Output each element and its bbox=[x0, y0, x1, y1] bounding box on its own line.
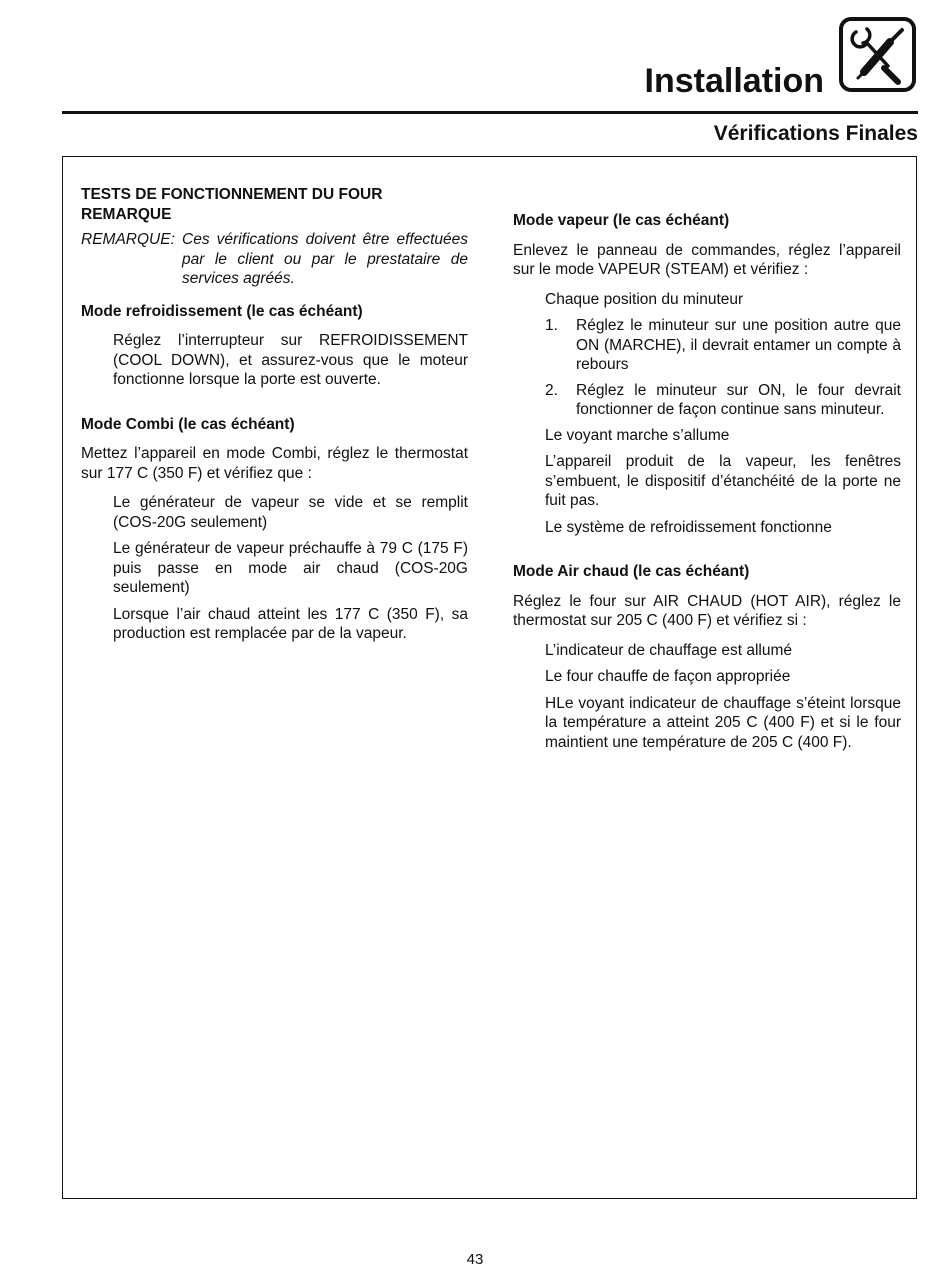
cool-down-text: Réglez l’interrupteur sur REFROIDISSEMENT (COOL DOWN), et assurez-vous que le moteur fonctionne lorsque la porte est ouverte. bbox=[113, 332, 468, 388]
tools-icon bbox=[838, 16, 918, 94]
list-item: L’indicateur de chauffage est allumé bbox=[545, 641, 793, 659]
list-item: Le générateur de vapeur se vide et se remplit (COS-20G seulement) bbox=[113, 494, 468, 531]
numbered-item bbox=[513, 381, 901, 420]
list-item: Le voyant marche s’allume bbox=[545, 426, 730, 444]
item-number: 2. bbox=[545, 381, 558, 399]
list-item: Lorsque l’air chaud atteint les 177 C (350 F), sa production est remplacée par de la vapeur. bbox=[113, 605, 468, 642]
combi-intro: Mettez l’appareil en mode Combi, réglez le thermostat sur 177 C (350 F) et vérifiez que : bbox=[81, 445, 468, 482]
item-text: Réglez le minuteur sur une position autre que ON (MARCHE), il devrait entamer un compte à rebours bbox=[576, 317, 901, 373]
left-column bbox=[81, 185, 468, 651]
timer-label: Chaque position du minuteur bbox=[545, 290, 744, 308]
list-item: HLe voyant indicateur de chauffage s’éteint lorsque la température a atteint 205 C (400 F) et si le four maintient une température de 205 C (400 F). bbox=[545, 694, 901, 751]
header-rule bbox=[62, 111, 918, 114]
list-item: L’appareil produit de la vapeur, les fenêtres s’embuent, le dispositif d’étanchéité de la porte ne fuit pas. bbox=[545, 453, 901, 509]
page-number: 43 bbox=[466, 1251, 484, 1268]
steam-intro: Enlevez le panneau de commandes, réglez l’appareil sur le mode VAPEUR (STEAM) et vérifiez : bbox=[513, 241, 901, 278]
section-title: Vérifications Finales bbox=[713, 122, 918, 145]
numbered-item bbox=[513, 316, 901, 375]
remark-text: Ces vérifications doivent être effectuées par le client ou par le prestataire de services agréés. bbox=[182, 231, 468, 287]
remark-label: REMARQUE: bbox=[81, 231, 175, 248]
item-number: 1. bbox=[545, 317, 558, 334]
remark-note bbox=[81, 230, 468, 289]
right-column bbox=[513, 211, 901, 759]
cool-down-heading: Mode refroidissement (le cas échéant) bbox=[81, 302, 363, 320]
page-title: Installation bbox=[644, 62, 824, 100]
list-item: Le système de refroidissement fonctionne bbox=[545, 518, 832, 536]
combi-heading: Mode Combi (le cas échéant) bbox=[81, 415, 295, 433]
hot-air-intro: Réglez le four sur AIR CHAUD (HOT AIR), réglez le thermostat sur 205 C (400 F) et vérifiez si : bbox=[513, 592, 901, 629]
item-text: Réglez le minuteur sur ON, le four devrait fonctionner de façon continue sans minuteur. bbox=[576, 381, 901, 418]
steam-heading: Mode vapeur (le cas échéant) bbox=[513, 212, 730, 229]
list-item: Le générateur de vapeur préchauffe à 79 C (175 F) puis passe en mode air chaud (COS-20G seulement) bbox=[113, 540, 468, 596]
list-item: Le four chauffe de façon appropriée bbox=[545, 668, 791, 685]
main-heading: TESTS DE FONCTIONNEMENT DU FOUR REMARQUE bbox=[81, 186, 383, 223]
hot-air-heading: Mode Air chaud (le cas échéant) bbox=[513, 563, 750, 580]
